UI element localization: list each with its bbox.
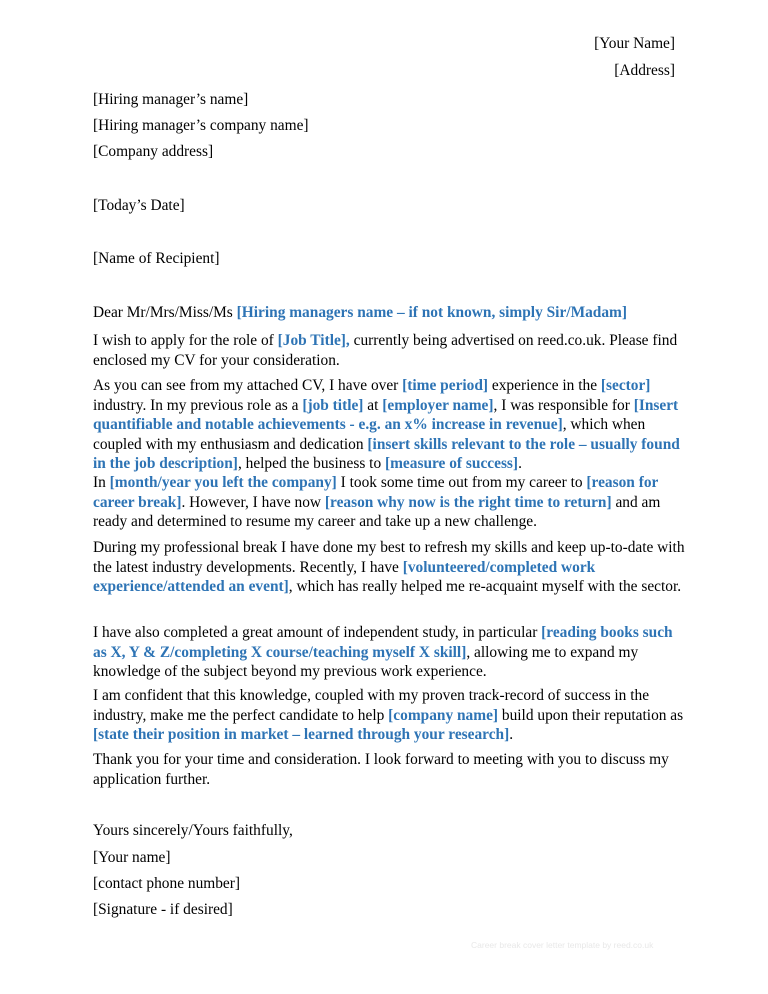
- body-paragraph-2: [93, 376, 685, 474]
- body-paragraph-3: [93, 473, 685, 532]
- placeholder-text: [company name]: [388, 706, 499, 724]
- salutation: [93, 304, 627, 322]
- body-text: In: [93, 474, 110, 491]
- name-of-recipient: [Name of Recipient]: [93, 250, 220, 267]
- body-text: .: [518, 455, 522, 472]
- placeholder-text: [volunteered/completed work experience/attended an event]: [93, 558, 596, 595]
- body-text: , which has really helped me re-acquaint myself with the sector.: [288, 578, 682, 595]
- closing-signoff: Yours sincerely/Yours faithfully,: [93, 822, 293, 839]
- body-text: As you can see from my attached CV, I have over: [93, 377, 403, 394]
- body-paragraph-4: [93, 538, 685, 597]
- placeholder-text: [Job Title],: [277, 332, 350, 349]
- body-text: at: [363, 396, 383, 414]
- placeholder-text: [sector]: [600, 377, 651, 394]
- placeholder-text: [employer name]: [382, 396, 494, 414]
- sender-name: [Your Name]: [594, 35, 675, 52]
- placeholder-text: [reason why now is the right time to return]: [324, 493, 612, 511]
- placeholder-text: [insert skills relevant to the role – usually found in the job description]: [93, 435, 680, 472]
- placeholder-text: [Insert quantifiable and notable achievements - e.g. an x% increase in revenue]: [93, 396, 679, 433]
- placeholder-text: [month/year you left the company]: [109, 474, 337, 491]
- body-text: , I was responsible for: [493, 396, 634, 414]
- body-text: . However, I have now: [181, 493, 325, 511]
- body-text: , allowing me to expand my knowledge of the subject beyond my previous work experience.: [93, 643, 639, 680]
- placeholder-text: [state their position in market – learned through your research]: [93, 726, 510, 743]
- placeholder-text: [reason for career break]: [93, 474, 659, 511]
- closing-phone: [contact phone number]: [93, 875, 241, 892]
- body-paragraph-1: [93, 331, 685, 370]
- body-text: I am confident that this knowledge, coupled with my proven track-record of success in the industry, make me the perfect candidate to help: [93, 687, 650, 724]
- footer-credit: Career break cover letter template by reed.co.uk: [471, 940, 654, 950]
- body-text: During my professional break I have done my best to refresh my skills and keep up-to-date with the latest industry developments. Recently, I have: [93, 539, 685, 576]
- body-text: .: [509, 726, 514, 743]
- placeholder-text: [reading books such as X, Y & Z/completing X course/teaching myself X skill]: [93, 624, 673, 661]
- salutation-text: Dear Mr/Mrs/Miss/Ms: [93, 304, 237, 321]
- placeholder-text: [measure of success]: [384, 455, 519, 472]
- closing-signature: [Signature - if desired]: [93, 901, 233, 918]
- body-text: Thank you for your time and consideration. I look forward to meeting with you to discuss my application further.: [93, 751, 669, 788]
- sender-address: [Address]: [614, 62, 675, 79]
- body-text: I wish to apply for the role of: [93, 332, 278, 349]
- closing-your-name: [Your name]: [93, 849, 171, 866]
- hiring-manager-name: [Hiring manager’s name]: [93, 91, 249, 108]
- body-paragraph-6: [93, 686, 685, 745]
- hiring-manager-company: [Hiring manager’s company name]: [93, 117, 309, 134]
- company-address: [Company address]: [93, 143, 214, 160]
- body-text: and am ready and determined to resume my career and take up a new challenge.: [93, 493, 661, 530]
- body-text: I have also completed a great amount of independent study, in particular: [93, 624, 542, 641]
- salutation-placeholder: [Hiring managers name – if not known, simply Sir/Madam]: [236, 304, 627, 321]
- body-text: , helped the business to: [237, 455, 385, 472]
- body-text: build upon their reputation as: [498, 706, 684, 724]
- todays-date: [Today’s Date]: [93, 197, 185, 214]
- body-text: , which when coupled with my enthusiasm and dedication: [93, 416, 646, 453]
- body-paragraph-7: [93, 750, 685, 789]
- body-text: I took some time out from my career to: [336, 474, 587, 491]
- body-text: experience in the: [488, 377, 601, 394]
- body-text: currently being advertised on reed.co.uk. Please find enclosed my CV for your consideration.: [93, 332, 678, 369]
- body-text: industry. In my previous role as a: [93, 396, 303, 414]
- placeholder-text: [time period]: [402, 377, 489, 394]
- body-paragraph-5: [93, 623, 685, 682]
- placeholder-text: [job title]: [302, 396, 364, 414]
